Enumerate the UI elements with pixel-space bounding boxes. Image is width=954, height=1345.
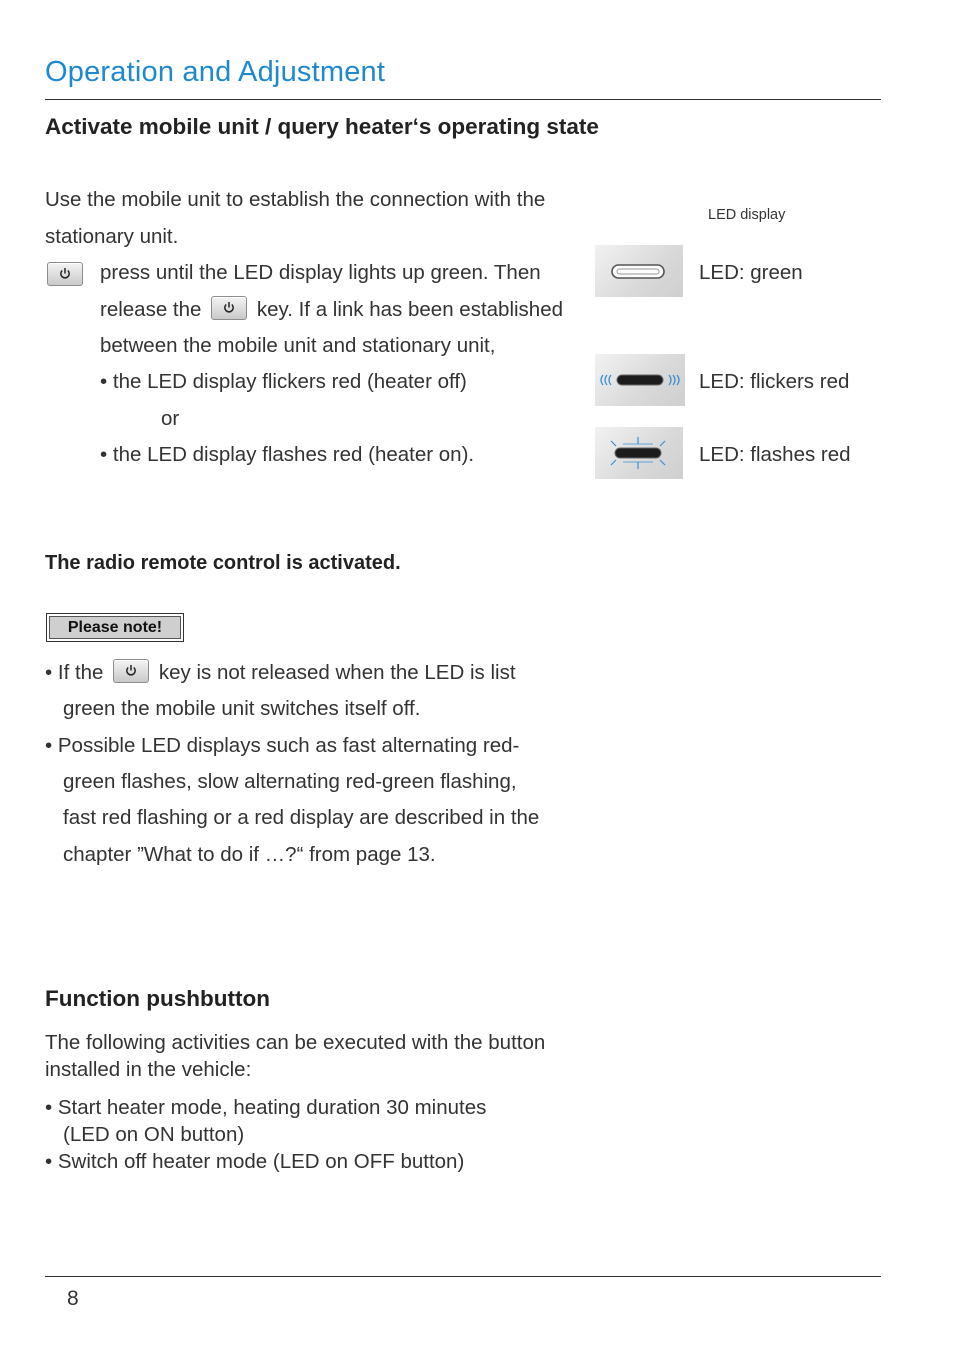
section-heading-pushbutton: Function pushbutton <box>45 986 270 1011</box>
header-rule <box>45 99 881 100</box>
led-flickers-image <box>595 354 685 406</box>
page-number: 8 <box>67 1287 79 1310</box>
step-line-2 <box>100 292 563 329</box>
led-green-image <box>595 245 683 297</box>
please-note-label: Please note! <box>49 616 181 639</box>
result-text: The radio remote control is activated. <box>45 552 401 574</box>
intro-line-2: stationary unit. <box>45 225 179 248</box>
note-b2-line1: • Possible LED displays such as fast alternating red- <box>45 734 520 757</box>
step-line-2a: release the <box>100 298 202 321</box>
note-b2-line2: green flashes, slow alternating red-green flashing, <box>63 770 517 793</box>
note-bullet-1 <box>45 655 516 692</box>
note-b2-line3: fast red flashing or a red display are described in the <box>63 806 540 829</box>
led-caption: LED display <box>708 207 786 223</box>
power-key-icon <box>211 296 247 320</box>
intro-line-1: Use the mobile unit to establish the connection with the <box>45 188 546 211</box>
step-line-1: press until the LED display lights up green. Then <box>100 261 541 284</box>
power-key-icon <box>113 659 149 683</box>
power-key <box>47 262 83 287</box>
section-heading-activate: Activate mobile unit / query heater‘s operating state <box>45 114 599 139</box>
list-item-switch-off: • Switch off heater mode (LED on OFF button) <box>45 1150 465 1173</box>
footer-rule <box>45 1276 881 1277</box>
bullet-flickers: • the LED display flickers red (heater off) <box>100 370 467 393</box>
led-label-flickers: LED: flickers red <box>699 370 850 393</box>
led-flashes-image <box>595 427 683 479</box>
note-b1-line2: green the mobile unit switches itself off. <box>63 697 421 720</box>
step-line-2b: key. If a link has been established <box>256 298 564 321</box>
pushbutton-intro-line1: The following activities can be executed with the button <box>45 1031 546 1054</box>
pushbutton-list <box>45 1094 486 1175</box>
page-title: Operation and Adjustment <box>45 56 386 88</box>
pushbutton-intro <box>45 1029 545 1083</box>
power-key-icon <box>47 262 83 286</box>
note-b1-a: • If the <box>45 661 104 684</box>
led-label-flashes: LED: flashes red <box>699 443 851 466</box>
step-line-3: between the mobile unit and stationary unit, <box>100 334 496 357</box>
please-note-badge <box>46 613 184 642</box>
list-item-start: • Start heater mode, heating duration 30 minutes <box>45 1096 487 1119</box>
pushbutton-intro-line2: installed in the vehicle: <box>45 1058 252 1081</box>
led-label-green: LED: green <box>699 261 803 284</box>
note-b1-b: key is not released when the LED is list <box>158 661 516 684</box>
bullet-flashes: • the LED display flashes red (heater on). <box>100 443 475 466</box>
note-b2-line4: chapter ”What to do if …?“ from page 13. <box>63 843 436 866</box>
list-item-start-detail: (LED on ON button) <box>63 1123 245 1146</box>
or-text: or <box>161 407 180 430</box>
